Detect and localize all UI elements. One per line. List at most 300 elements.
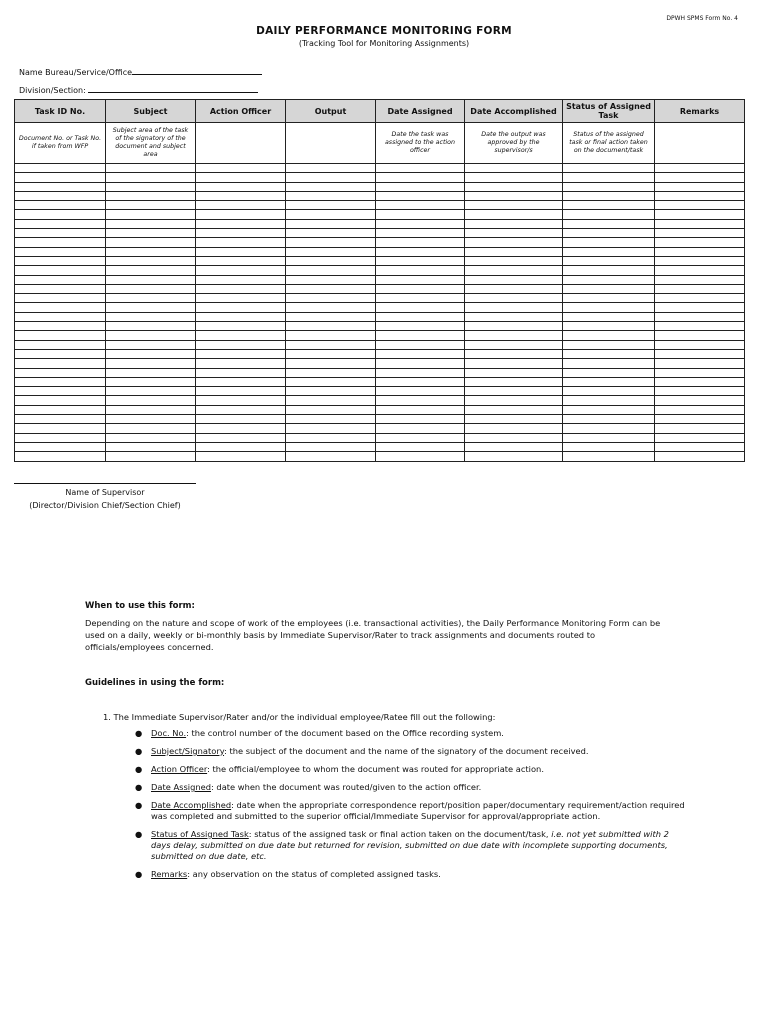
- table-cell[interactable]: [15, 303, 106, 312]
- table-cell[interactable]: [106, 201, 196, 210]
- table-cell[interactable]: [376, 396, 465, 405]
- table-cell[interactable]: [286, 164, 376, 173]
- table-cell[interactable]: [655, 349, 745, 358]
- table-cell[interactable]: [563, 182, 655, 191]
- table-cell[interactable]: [376, 173, 465, 182]
- table-cell[interactable]: [15, 405, 106, 414]
- table-cell[interactable]: [655, 368, 745, 377]
- table-cell[interactable]: [376, 219, 465, 228]
- table-cell[interactable]: [465, 405, 563, 414]
- table-cell[interactable]: [563, 340, 655, 349]
- table-cell[interactable]: [286, 173, 376, 182]
- table-cell[interactable]: [376, 322, 465, 331]
- table-cell[interactable]: [106, 229, 196, 238]
- table-cell[interactable]: [376, 182, 465, 191]
- table-cell[interactable]: [106, 424, 196, 433]
- table-cell[interactable]: [563, 303, 655, 312]
- table-cell[interactable]: [196, 229, 286, 238]
- table-cell[interactable]: [563, 266, 655, 275]
- table-cell[interactable]: [376, 405, 465, 414]
- table-cell[interactable]: [655, 164, 745, 173]
- table-cell[interactable]: [655, 405, 745, 414]
- table-cell[interactable]: [465, 433, 563, 442]
- table-cell[interactable]: [106, 256, 196, 265]
- table-cell[interactable]: [196, 415, 286, 424]
- table-cell[interactable]: [106, 387, 196, 396]
- header-cell: Date Accomplished: [465, 100, 563, 123]
- table-cell[interactable]: [196, 387, 286, 396]
- table-cell[interactable]: [465, 349, 563, 358]
- table-cell[interactable]: [106, 182, 196, 191]
- table-cell[interactable]: [465, 322, 563, 331]
- table-row: [15, 452, 745, 461]
- table-cell[interactable]: [376, 442, 465, 451]
- description-cell: Date the task was assigned to the action officer: [376, 123, 465, 164]
- table-cell[interactable]: [376, 201, 465, 210]
- table-cell[interactable]: [563, 173, 655, 182]
- description-cell: Document No. or Task No. if taken from WFP: [15, 123, 106, 164]
- table-cell[interactable]: [563, 275, 655, 284]
- table-row: [15, 377, 745, 386]
- table-cell[interactable]: [196, 340, 286, 349]
- table-cell[interactable]: [106, 349, 196, 358]
- table-cell[interactable]: [376, 331, 465, 340]
- table-cell[interactable]: [563, 201, 655, 210]
- table-cell[interactable]: [106, 219, 196, 228]
- bullet-text: : the official/employee to whom the document was routed for appropriate action.: [207, 764, 544, 774]
- table-cell[interactable]: [286, 415, 376, 424]
- bureau-field[interactable]: [19, 66, 262, 77]
- table-cell[interactable]: [15, 294, 106, 303]
- table-cell[interactable]: [15, 452, 106, 461]
- table-cell[interactable]: [655, 219, 745, 228]
- table-cell[interactable]: [376, 312, 465, 321]
- table-cell[interactable]: [563, 368, 655, 377]
- table-cell[interactable]: [196, 219, 286, 228]
- table-cell[interactable]: [286, 256, 376, 265]
- table-cell[interactable]: [376, 294, 465, 303]
- table-cell[interactable]: [655, 238, 745, 247]
- table-cell[interactable]: [465, 368, 563, 377]
- table-row: [15, 219, 745, 228]
- table-cell[interactable]: [196, 405, 286, 414]
- table-cell[interactable]: [655, 312, 745, 321]
- table-cell[interactable]: [286, 201, 376, 210]
- table-cell[interactable]: [465, 452, 563, 461]
- table-cell[interactable]: [465, 312, 563, 321]
- table-cell[interactable]: [655, 387, 745, 396]
- form-subtitle: (Tracking Tool for Monitoring Assignments): [298, 39, 470, 48]
- table-cell[interactable]: [286, 303, 376, 312]
- table-cell[interactable]: [196, 424, 286, 433]
- table-cell[interactable]: [15, 275, 106, 284]
- table-cell[interactable]: [15, 266, 106, 275]
- table-cell[interactable]: [563, 312, 655, 321]
- table-cell[interactable]: [106, 164, 196, 173]
- description-cell: [286, 123, 376, 164]
- table-cell[interactable]: [196, 294, 286, 303]
- table-cell[interactable]: [563, 191, 655, 200]
- table-cell[interactable]: [286, 247, 376, 256]
- table-cell[interactable]: [376, 256, 465, 265]
- table-row: [15, 322, 745, 331]
- table-cell[interactable]: [286, 368, 376, 377]
- table-cell[interactable]: [563, 219, 655, 228]
- table-cell[interactable]: [655, 201, 745, 210]
- table-cell[interactable]: [15, 349, 106, 358]
- bullet-term: Action Officer: [151, 764, 208, 774]
- table-cell[interactable]: [563, 433, 655, 442]
- table-cell[interactable]: [15, 229, 106, 238]
- guideline-item-1: 1. The Immediate Supervisor/Rater and/or the individual employee/Ratee fill out the following:: [103, 712, 496, 722]
- table-cell[interactable]: [286, 433, 376, 442]
- table-cell[interactable]: [563, 229, 655, 238]
- table-cell[interactable]: [106, 210, 196, 219]
- table-cell[interactable]: [196, 191, 286, 200]
- table-cell[interactable]: [15, 164, 106, 173]
- table-cell[interactable]: [376, 433, 465, 442]
- table-cell[interactable]: [286, 284, 376, 293]
- table-cell[interactable]: [563, 322, 655, 331]
- table-cell[interactable]: [106, 312, 196, 321]
- table-cell[interactable]: [196, 164, 286, 173]
- table-cell[interactable]: [15, 331, 106, 340]
- table-cell[interactable]: [465, 359, 563, 368]
- table-cell[interactable]: [15, 387, 106, 396]
- table-cell[interactable]: [106, 275, 196, 284]
- table-cell[interactable]: [196, 368, 286, 377]
- table-cell[interactable]: [196, 173, 286, 182]
- table-cell[interactable]: [563, 442, 655, 451]
- table-cell[interactable]: [655, 191, 745, 200]
- table-cell[interactable]: [15, 182, 106, 191]
- table-cell[interactable]: [465, 164, 563, 173]
- table-cell[interactable]: [286, 238, 376, 247]
- table-row: [15, 210, 745, 219]
- table-cell[interactable]: [563, 377, 655, 386]
- table-cell[interactable]: [286, 219, 376, 228]
- table-cell[interactable]: [465, 191, 563, 200]
- table-cell[interactable]: [286, 322, 376, 331]
- table-cell[interactable]: [106, 368, 196, 377]
- table-cell[interactable]: [196, 452, 286, 461]
- table-cell[interactable]: [376, 424, 465, 433]
- table-row: [15, 201, 745, 210]
- table-cell[interactable]: [106, 433, 196, 442]
- table-cell[interactable]: [106, 331, 196, 340]
- table-cell[interactable]: [376, 247, 465, 256]
- table-cell[interactable]: [106, 415, 196, 424]
- table-cell[interactable]: [465, 219, 563, 228]
- table-cell[interactable]: [196, 331, 286, 340]
- table-cell[interactable]: [563, 331, 655, 340]
- bullet-status: [135, 829, 691, 862]
- table-cell[interactable]: [376, 191, 465, 200]
- table-cell[interactable]: [196, 284, 286, 293]
- table-cell[interactable]: [106, 359, 196, 368]
- table-cell[interactable]: [376, 359, 465, 368]
- table-cell[interactable]: [465, 229, 563, 238]
- table-cell[interactable]: [465, 396, 563, 405]
- table-cell[interactable]: [196, 182, 286, 191]
- table-cell[interactable]: [655, 359, 745, 368]
- table-cell[interactable]: [465, 182, 563, 191]
- table-cell[interactable]: [286, 442, 376, 451]
- table-cell[interactable]: [106, 238, 196, 247]
- table-cell[interactable]: [15, 219, 106, 228]
- table-cell[interactable]: [286, 396, 376, 405]
- table-cell[interactable]: [196, 359, 286, 368]
- bullet-text: : the subject of the document and the name of the signatory of the document received.: [224, 746, 589, 756]
- table-cell[interactable]: [563, 284, 655, 293]
- table-cell[interactable]: [465, 238, 563, 247]
- table-cell[interactable]: [15, 377, 106, 386]
- table-cell[interactable]: [655, 247, 745, 256]
- table-cell[interactable]: [465, 340, 563, 349]
- table-cell[interactable]: [465, 294, 563, 303]
- table-cell[interactable]: [106, 247, 196, 256]
- table-cell[interactable]: [376, 238, 465, 247]
- table-cell[interactable]: [376, 266, 465, 275]
- table-cell[interactable]: [196, 247, 286, 256]
- table-cell[interactable]: [106, 191, 196, 200]
- table-cell[interactable]: [563, 210, 655, 219]
- table-cell[interactable]: [655, 173, 745, 182]
- form-title: DAILY PERFORMANCE MONITORING FORM: [256, 25, 512, 37]
- table-cell[interactable]: [655, 322, 745, 331]
- table-cell[interactable]: [655, 452, 745, 461]
- table-cell[interactable]: [196, 349, 286, 358]
- division-field[interactable]: [19, 84, 258, 95]
- table-cell[interactable]: [15, 433, 106, 442]
- table-cell[interactable]: [563, 238, 655, 247]
- bullet-text: : date when the appropriate correspondence report/position paper/documentary requirement/action required was completed and submitted to the superior official/Immediate Supervisor for approval/appropriate action.: [151, 800, 685, 821]
- bureau-line: [132, 66, 262, 75]
- description-cell: [655, 123, 745, 164]
- bullet-date-accomplished: [135, 800, 691, 822]
- table-cell[interactable]: [563, 405, 655, 414]
- table-cell[interactable]: [655, 396, 745, 405]
- table-cell[interactable]: [286, 312, 376, 321]
- table-cell[interactable]: [196, 266, 286, 275]
- header-cell: Subject: [106, 100, 196, 123]
- table-cell[interactable]: [655, 415, 745, 424]
- table-cell[interactable]: [655, 424, 745, 433]
- bullet-text: : date when the document was routed/given to the action officer.: [211, 782, 482, 792]
- table-cell[interactable]: [286, 275, 376, 284]
- table-cell[interactable]: [106, 322, 196, 331]
- table-cell[interactable]: [655, 294, 745, 303]
- table-cell[interactable]: [286, 182, 376, 191]
- table-cell[interactable]: [655, 210, 745, 219]
- header-cell: Date Assigned: [376, 100, 465, 123]
- table-cell[interactable]: [15, 191, 106, 200]
- table-cell[interactable]: [106, 377, 196, 386]
- table-cell[interactable]: [563, 164, 655, 173]
- table-cell[interactable]: [106, 284, 196, 293]
- header-cell: Action Officer: [196, 100, 286, 123]
- header-row: [15, 100, 745, 123]
- table-cell[interactable]: [465, 201, 563, 210]
- table-cell[interactable]: [15, 210, 106, 219]
- table-cell[interactable]: [465, 275, 563, 284]
- table-cell[interactable]: [465, 173, 563, 182]
- description-cell: Date the output was approved by the supervisor/s: [465, 123, 563, 164]
- table-cell[interactable]: [563, 349, 655, 358]
- table-cell[interactable]: [655, 284, 745, 293]
- table-cell[interactable]: [286, 405, 376, 414]
- table-cell[interactable]: [106, 294, 196, 303]
- bullet-icon: ●: [135, 728, 143, 738]
- signature-block: [14, 486, 196, 512]
- table-cell[interactable]: [286, 424, 376, 433]
- table-cell[interactable]: [563, 359, 655, 368]
- table-cell[interactable]: [655, 331, 745, 340]
- table-cell[interactable]: [563, 415, 655, 424]
- table-cell[interactable]: [286, 191, 376, 200]
- table-cell[interactable]: [376, 303, 465, 312]
- table-cell[interactable]: [196, 433, 286, 442]
- table-cell[interactable]: [286, 377, 376, 386]
- table-cell[interactable]: [465, 284, 563, 293]
- table-cell[interactable]: [465, 387, 563, 396]
- table-cell[interactable]: [376, 164, 465, 173]
- table-cell[interactable]: [465, 442, 563, 451]
- table-cell[interactable]: [15, 396, 106, 405]
- table-cell[interactable]: [286, 331, 376, 340]
- table-cell[interactable]: [563, 294, 655, 303]
- table-cell[interactable]: [376, 210, 465, 219]
- signature-line: [14, 483, 196, 484]
- table-cell[interactable]: [465, 303, 563, 312]
- table-cell[interactable]: [465, 331, 563, 340]
- table-cell[interactable]: [655, 229, 745, 238]
- table-cell[interactable]: [15, 415, 106, 424]
- table-cell[interactable]: [286, 359, 376, 368]
- table-cell[interactable]: [655, 340, 745, 349]
- table-cell[interactable]: [286, 266, 376, 275]
- table-cell[interactable]: [655, 266, 745, 275]
- table-row: [15, 284, 745, 293]
- table-cell[interactable]: [563, 387, 655, 396]
- table-cell[interactable]: [286, 294, 376, 303]
- table-cell[interactable]: [563, 256, 655, 265]
- table-cell[interactable]: [15, 368, 106, 377]
- table-cell[interactable]: [465, 415, 563, 424]
- table-cell[interactable]: [106, 266, 196, 275]
- table-cell[interactable]: [376, 349, 465, 358]
- table-cell[interactable]: [15, 256, 106, 265]
- table-cell[interactable]: [376, 368, 465, 377]
- table-cell[interactable]: [286, 340, 376, 349]
- table-cell[interactable]: [15, 201, 106, 210]
- table-cell[interactable]: [286, 229, 376, 238]
- table-cell[interactable]: [196, 312, 286, 321]
- table-cell[interactable]: [376, 284, 465, 293]
- table-cell[interactable]: [286, 452, 376, 461]
- table-cell[interactable]: [196, 442, 286, 451]
- table-cell[interactable]: [196, 238, 286, 247]
- table-cell[interactable]: [15, 312, 106, 321]
- table-cell[interactable]: [106, 340, 196, 349]
- table-cell[interactable]: [15, 442, 106, 451]
- table-cell[interactable]: [563, 247, 655, 256]
- table-cell[interactable]: [563, 396, 655, 405]
- when-heading: When to use this form:: [85, 601, 195, 611]
- table-cell[interactable]: [196, 377, 286, 386]
- form-number: DPWH SPMS Form No. 4: [666, 15, 738, 22]
- table-cell[interactable]: [106, 405, 196, 414]
- table-cell[interactable]: [106, 173, 196, 182]
- table-cell[interactable]: [376, 452, 465, 461]
- table-cell[interactable]: [655, 256, 745, 265]
- table-cell[interactable]: [15, 340, 106, 349]
- table-cell[interactable]: [655, 377, 745, 386]
- table-cell[interactable]: [655, 442, 745, 451]
- table-cell[interactable]: [196, 201, 286, 210]
- table-cell[interactable]: [106, 303, 196, 312]
- table-cell[interactable]: [196, 396, 286, 405]
- table-cell[interactable]: [196, 275, 286, 284]
- table-cell[interactable]: [286, 210, 376, 219]
- table-cell[interactable]: [465, 256, 563, 265]
- table-cell[interactable]: [376, 229, 465, 238]
- table-cell[interactable]: [15, 424, 106, 433]
- table-cell[interactable]: [465, 210, 563, 219]
- table-cell[interactable]: [465, 247, 563, 256]
- table-cell[interactable]: [196, 210, 286, 219]
- division-line: [88, 84, 258, 93]
- supervisor-title-label: (Director/Division Chief/Section Chief): [29, 501, 181, 510]
- table-cell[interactable]: [563, 424, 655, 433]
- bullet-term: Doc. No.: [151, 728, 187, 738]
- table-cell[interactable]: [376, 377, 465, 386]
- table-cell[interactable]: [106, 452, 196, 461]
- table-cell[interactable]: [196, 256, 286, 265]
- table-cell[interactable]: [15, 173, 106, 182]
- bullet-term: Subject/Signatory: [151, 746, 225, 756]
- table-cell[interactable]: [376, 275, 465, 284]
- table-cell[interactable]: [465, 424, 563, 433]
- table-cell[interactable]: [465, 377, 563, 386]
- table-cell[interactable]: [376, 387, 465, 396]
- bullet-text: : any observation on the status of completed assigned tasks.: [187, 869, 441, 879]
- table-cell[interactable]: [106, 396, 196, 405]
- table-cell[interactable]: [15, 359, 106, 368]
- table-cell[interactable]: [15, 322, 106, 331]
- table-cell[interactable]: [196, 303, 286, 312]
- table-cell[interactable]: [376, 415, 465, 424]
- table-row: [15, 387, 745, 396]
- table-cell[interactable]: [106, 442, 196, 451]
- division-label: Division/Section:: [19, 86, 86, 95]
- table-cell[interactable]: [15, 238, 106, 247]
- table-cell[interactable]: [286, 349, 376, 358]
- table-cell[interactable]: [465, 266, 563, 275]
- table-cell[interactable]: [655, 275, 745, 284]
- table-cell[interactable]: [15, 247, 106, 256]
- table-cell[interactable]: [15, 284, 106, 293]
- table-row: [15, 340, 745, 349]
- table-cell[interactable]: [376, 340, 465, 349]
- table-cell[interactable]: [655, 303, 745, 312]
- table-cell[interactable]: [286, 387, 376, 396]
- table-cell[interactable]: [563, 452, 655, 461]
- table-row: [15, 266, 745, 275]
- table-cell[interactable]: [655, 182, 745, 191]
- table-cell[interactable]: [655, 433, 745, 442]
- table-cell[interactable]: [196, 322, 286, 331]
